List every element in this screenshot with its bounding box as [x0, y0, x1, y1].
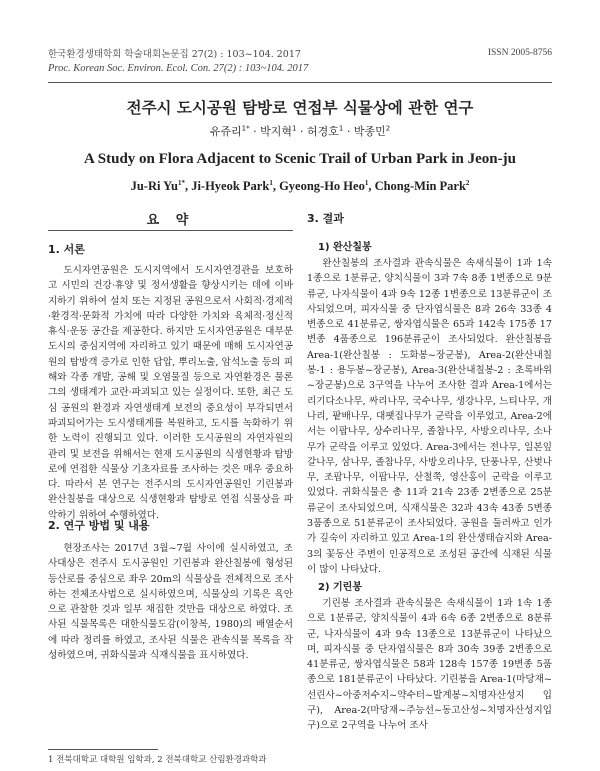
- author-separator: ·: [296, 125, 307, 138]
- author-affiliation-mark: 1*: [177, 178, 185, 187]
- author-separator: ,: [272, 179, 280, 193]
- header-rule: [48, 82, 552, 83]
- author-name: 허경호: [307, 125, 339, 138]
- author-name: 유쥬리: [209, 125, 242, 138]
- journal-en: Proc. Korean Soc. Environ. Ecol. Con. 27(2) : 103~104. 2017: [48, 63, 309, 74]
- issn: ISSN 2005-8756: [487, 48, 552, 58]
- author-affiliation-mark: 1: [338, 124, 344, 133]
- author-affiliation-mark: 2: [385, 124, 391, 133]
- section-2-title: 2. 연구 방법 및 내용: [48, 519, 150, 532]
- section-2-text: 현장조사는 2017년 3월~7월 사이에 실시하였고, 조사대상은 전주시 도시공원인 기린봉과 완산칠봉에 형성된 등산로를 중심으로 좌우 20m의 식물상을 전체적으로 조사하는 전체조사법으로 실시하였으며, 식물상의 기록은 육안으로 관찰한 것과 일부 채집한 것만을 대상으로 하였다. 조사된 식물목록은 대한식물도감(이창복, 1980)의 배열순서에 따라 정리를 하였고, 조사된 식물은 관속식물 목록을 작성하였으며, 귀화식물과 식재식물을 표시하였다.: [48, 543, 293, 662]
- author-name: 박종민: [353, 125, 386, 138]
- author-separator: ,: [368, 179, 375, 193]
- author-separator: ·: [343, 125, 354, 138]
- authors-ko: [0, 123, 600, 139]
- subsection-2-title: 2) 기린봉: [318, 582, 362, 593]
- author-name: 박지혁: [260, 125, 293, 138]
- subsection-1-text: 완산칠봉의 조사결과 관속식물은 속새식물이 1과 1속 1종으로 1분류군, 양치식물이 3과 7속 8종 1변종으로 9분류군, 나자식물이 4과 9속 12종 1변종으로 13분류군이 조사되었으며, 피자식물 중 단자엽식물은 8과 26속 33종 4변종으로 41분류군, 쌍자엽식물은 65과 142속 175종 17변종 4품종으로 196분류군이 조사되었다. 완산칠봉을 Area-1(완산칠봉 : 도화봉~장군봉), Area-2(완산내칠봉-1 : 용두봉~장군봉), Area-3(완산내칠봉-2 : 초록바위~장군봉)으로 3구역을 나누어 조사한 결과 Area-1에서는 리기다소나무, 싸리나무, 국수나무, 생강나무, 느티나무, 개나리, 팥배나무, 대팻집나무가 군락을 이루었고, Area-2에서는 이팝나무, 상수리나무, 졸참나무, 사방오리나무, 소나무가 군락을 이루고 있었다. Area-3에서는 전나무, 일본잎갈나무, 삼나무, 졸참나무, 사방오리나무, 단풍나무, 산벚나무, 조팝나무, 이팝나무, 산철쭉, 영산홍이 군락을 이루고 있었다. 귀화식물은 총 11과 21속 23종 2변종으로 25분류군이 조사되었으며, 식재식물은 32과 43속 43종 5변종 3품종으로 51분류군이 조사되었다. 공원을 둘러싸고 인가가 깊숙이 자리하고 있고 Area-1의 완산생태습지와 Area-3의 꽃동산 주변이 인공적으로 조성된 공간에 식재된 식물이 많이 나타났다.: [307, 258, 552, 575]
- section-3-title: 3. 결과: [307, 212, 344, 225]
- footnote-rule: [48, 749, 158, 750]
- author-affiliation-mark: 1*: [241, 124, 250, 133]
- abstract-heading: 요 약: [146, 213, 195, 228]
- subsection-2-text: 기린봉 조사결과 관속식물은 속새식물이 1과 1속 1종으로 1분류군, 양치식물이 4과 6속 6종 2변종으로 8분류군, 나자식물이 4과 9속 13종으로 13분류군이 나타났으며, 피자식물 중 단자엽식물은 8과 30속 39종 2변종으로 41분류군, 쌍자엽식물은 58과 128속 157종 19변종 5품종으로 181분류군이 나타났다. 기린봉을 Area-1(마당재~선린사~아중저수지~약수터~발계봉~치명자산성지 입구), Area-2(마당재~주능선~동고산성~치명자산성지입구)으로 2구역을 나누어 조사: [307, 598, 552, 732]
- title-en: A Study on Flora Adjacent to Scenic Trail of Urban Park in Jeon-ju: [84, 151, 516, 167]
- author-name: Ji-Hyeok Park: [191, 179, 270, 193]
- author-name: Ju-Ri Yu: [130, 179, 178, 193]
- section-1-text: 도시자연공원은 도시지역에서 도시자연경관을 보호하고 시민의 건강·휴양 및 정서생활을 향상시키는 데에 이바지하기 위하여 설치 또는 지정된 공원으로서 사회적·경제적·환경적·문화적 가치에 따라 다양한 가치와 육체적·정신적 휴식·운동 공간을 제공한다. 하지만 도시자연공원은 대부분 도시의 중심지역에 자리하고 있기 때문에 매해 도시자연공원의 탐방객 증가로 인한 답압, 뿌리노출, 암석노출 등의 피해와 각종 개발, 공해 및 오염물질 등으로 자연환경은 물론 그의 생태계가 교란·파괴되고 있는 실정이다. 또한, 최근 도심 공원의 환경과 자연생태계 보전의 중요성이 부각되면서 파괴되어가는 도시생태계를 복원하고, 도시를 녹화하기 위한 노력이 진행되고 있다. 이러한 도시공원의 자연자원의 관리 및 보전을 위해서는 현재 도시공원의 식생현황과 탐방로에 연접한 식물상 기초자료를 조사하는 것은 매우 중요하다. 따라서 본 연구는 전주시의 도시자연공원인 기린봉과 완산칠봉을 대상으로 식생현황과 탐방로 연접 식물상을 파악하기 위하여 수행하였다.: [48, 265, 293, 521]
- authors-en: [0, 179, 600, 194]
- author-name: Chong-Min Park: [374, 179, 466, 193]
- author-affiliation-mark: 1: [364, 178, 369, 187]
- journal-ko: 한국환경생태학회 학술대회논문집 27(2) : 103~104. 2017: [48, 49, 301, 60]
- author-name: Gyeong-Ho Heo: [279, 179, 365, 193]
- author-affiliation-mark: 1: [269, 178, 273, 187]
- subsection-1-title: 1) 완산칠봉: [318, 242, 372, 253]
- footnote: 1 전북대학교 대학원 임학과, 2 전북대학교 산림환경과학과: [48, 755, 267, 765]
- author-affiliation-mark: 2: [465, 178, 470, 187]
- running-header: [48, 48, 308, 76]
- author-separator: ·: [249, 125, 261, 138]
- section-1-title: 1. 서론: [48, 243, 85, 256]
- author-separator: ,: [184, 179, 192, 193]
- author-affiliation-mark: 1: [292, 124, 297, 133]
- abstract-rule: [48, 230, 293, 231]
- title-ko: 전주시 도시공원 탐방로 연접부 식물상에 관한 연구: [126, 99, 474, 117]
